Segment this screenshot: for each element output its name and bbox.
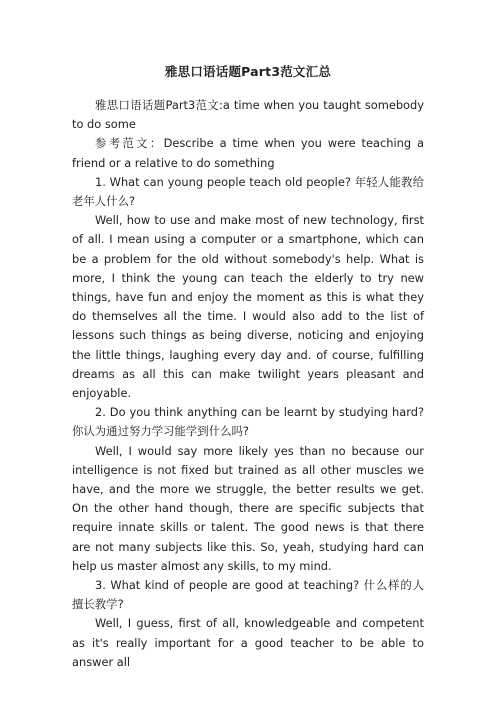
reference-paragraph: 参考范文：Describe a time when you were teaching a friend or a relative to do something (72, 136, 424, 170)
question-3: 3. What kind of people are good at teaching? 什么样的人擅长教学? (72, 578, 424, 612)
question-2: 2. Do you think anything can be learnt by studying hard? 你认为通过努力学习能学到什么吗? (72, 405, 424, 439)
document-body (72, 96, 424, 672)
answer-3: Well, I guess, first of all, knowledgeable and competent as it's really important for a good teacher to be able to answer all (72, 616, 424, 669)
intro-paragraph: 雅思口语话题Part3范文:a time when you taught somebody to do some (72, 98, 424, 132)
question-1: 1. What can young people teach old people? 年轻人能教给老年人什么? (72, 174, 424, 209)
answer-2: Well, I would say more likely yes than no because our intelligence is not fixed but trained as all other muscles we have, and the more we struggle, the better results we get. On the other hand though, there are specific subjects that require innate skills or talent. The good news is that there are not many subjects like this. So, yeah, studying hard can help us master almost any skills, to my mind. (72, 443, 424, 573)
document-title: 雅思口语话题Part3范文汇总 (164, 64, 332, 79)
answer-1: Well, how to use and make most of new technology, first of all. I mean using a computer or a smartphone, which can be a problem for the old without somebody's help. What is more, I think the young can teach the elderly to try new things, have fun and enjoy the moment as this is what they do themselves all the time. I would also add to the list of lessons such things as being diverse, noticing and enjoying the little things, laughing every day and. of course, fulfilling dreams as all this can make twilight years pleasant and enjoyable. (72, 213, 424, 401)
